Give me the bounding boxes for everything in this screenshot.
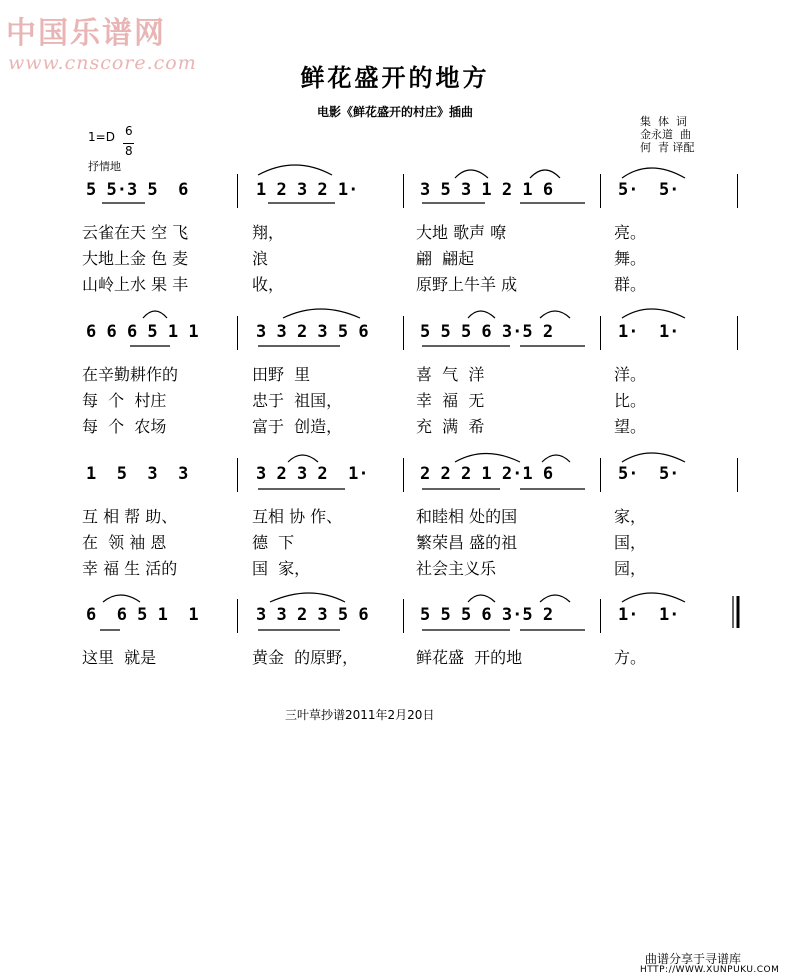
- slur: [270, 593, 345, 602]
- lyric-segment: 和睦相 处的国: [416, 507, 518, 526]
- slur: [622, 593, 685, 602]
- measure-notes: 5· 5·: [618, 180, 680, 200]
- slur: [283, 309, 360, 318]
- lyric-segment: 园，: [614, 559, 647, 578]
- slur: [468, 595, 495, 602]
- lyric-segment: 方。: [614, 648, 647, 667]
- lyric-segment: 幸 福 无: [416, 391, 485, 410]
- slur: [468, 311, 495, 318]
- measure-notes: 2 2 2 1 2·1 6: [420, 464, 554, 484]
- lyric-segment: 互相 协 作、: [252, 507, 343, 526]
- lyric-segment: 繁荣昌 盛的祖: [416, 533, 518, 552]
- measure-notes: 3 3 2 3 5 6: [256, 605, 369, 625]
- translator-credit: 何 青 译配: [640, 141, 695, 154]
- slur: [622, 453, 685, 462]
- time-signature-top: 6: [125, 124, 133, 138]
- lyric-segment: 社会主义乐: [416, 559, 497, 578]
- lyric-segment: 大地 歌声 嘹: [416, 223, 507, 242]
- measure-notes: 1 5 3 3: [86, 464, 189, 484]
- measure-notes: 3 5 3 1 2 1 6: [420, 180, 554, 200]
- measure-notes: 5 5·3 5 6: [86, 180, 189, 200]
- lyric-segment: 富于 创造，: [252, 417, 343, 436]
- lyric-segment: 国 家，: [252, 559, 311, 578]
- watermark-url: www.cnscore.com: [8, 52, 197, 74]
- slur: [540, 311, 570, 318]
- lyric-segment: 家，: [614, 507, 647, 526]
- lyric-segment: 国，: [614, 533, 647, 552]
- lyric-segment: 每 个 农场: [82, 417, 167, 436]
- lyric-segment: 收，: [252, 275, 285, 294]
- lyric-segment: 幸 福 生 活的: [82, 559, 178, 578]
- key-signature: 1=D: [88, 130, 115, 144]
- measure-notes: 1· 1·: [618, 322, 680, 342]
- lyric-segment: 浪: [252, 249, 269, 268]
- composer-credit: 金永道 曲: [640, 128, 691, 141]
- slur: [143, 311, 167, 318]
- measure-notes: 5 5 5 6 3·5 2: [420, 605, 554, 625]
- lyricist-credit: 集 体 词: [640, 115, 687, 128]
- song-title: 鲜花盛开的地方: [300, 63, 490, 92]
- lyric-segment: 黄金 的原野，: [252, 648, 359, 667]
- site-footer-text: 曲谱分享于寻谱库: [645, 952, 742, 966]
- slur: [288, 455, 318, 462]
- transcription-note: 三叶草抄谱2011年2月20日: [285, 708, 435, 722]
- lyric-segment: 舞。: [614, 249, 647, 268]
- lyric-segment: 在 领 袖 恩: [82, 533, 167, 552]
- lyric-segment: 田野 里: [252, 365, 311, 384]
- lyric-segment: 鲜花盛 开的地: [416, 648, 523, 667]
- time-signature-bottom: 8: [125, 144, 133, 158]
- slur: [622, 168, 685, 178]
- lyric-segment: 山岭上水 果 丰: [82, 275, 189, 294]
- lyric-segment: 这里 就是: [82, 648, 157, 667]
- tempo-marking: 抒情地: [88, 160, 121, 173]
- slur: [542, 455, 570, 462]
- lyric-segment: 喜 气 洋: [416, 365, 485, 384]
- measure-notes: 1· 1·: [618, 605, 680, 625]
- measure-notes: 6 6 5 1 1: [86, 605, 199, 625]
- lyric-segment: 互 相 帮 助、: [82, 507, 178, 526]
- slur: [622, 309, 685, 318]
- lyric-segment: 比。: [614, 391, 647, 410]
- measure-notes: 3 3 2 3 5 6: [256, 322, 369, 342]
- lyric-segment: 每 个 村庄: [82, 391, 167, 410]
- measure-notes: 1 2 3 2 1·: [256, 180, 359, 200]
- lyric-segment: 在辛勤耕作的: [82, 365, 179, 384]
- lyric-segment: 望。: [614, 417, 647, 436]
- slur: [540, 595, 570, 602]
- lyric-segment: 忠于 祖国，: [252, 391, 343, 410]
- measure-notes: 5· 5·: [618, 464, 680, 484]
- lyric-segment: 翔，: [252, 223, 285, 242]
- lyric-segment: 充 满 希: [416, 417, 485, 436]
- slur: [455, 454, 520, 463]
- measure-notes: 6 6 6 5 1 1: [86, 322, 199, 342]
- site-footer-url[interactable]: HTTP://WWW.XUNPUKU.COM: [640, 965, 780, 975]
- lyric-segment: 原野上牛羊 成: [416, 275, 518, 294]
- measure-notes: 5 5 5 6 3·5 2: [420, 322, 554, 342]
- lyric-segment: 大地上金 色 麦: [82, 249, 189, 268]
- slur: [455, 170, 488, 178]
- slur: [258, 165, 332, 175]
- song-subtitle: 电影《鲜花盛开的村庄》插曲: [316, 105, 473, 119]
- slur: [530, 170, 560, 178]
- lyric-segment: 云雀在天 空 飞: [82, 223, 189, 242]
- lyric-segment: 翩 翩起: [416, 249, 475, 268]
- lyric-segment: 洋。: [614, 365, 647, 384]
- lyric-segment: 亮。: [614, 223, 647, 242]
- measure-notes: 3 2 3 2 1·: [256, 464, 369, 484]
- lyric-segment: 德 下: [252, 533, 295, 552]
- watermark-logo: 中国乐谱网: [6, 16, 166, 51]
- slur: [103, 595, 140, 602]
- lyric-segment: 群。: [614, 275, 647, 294]
